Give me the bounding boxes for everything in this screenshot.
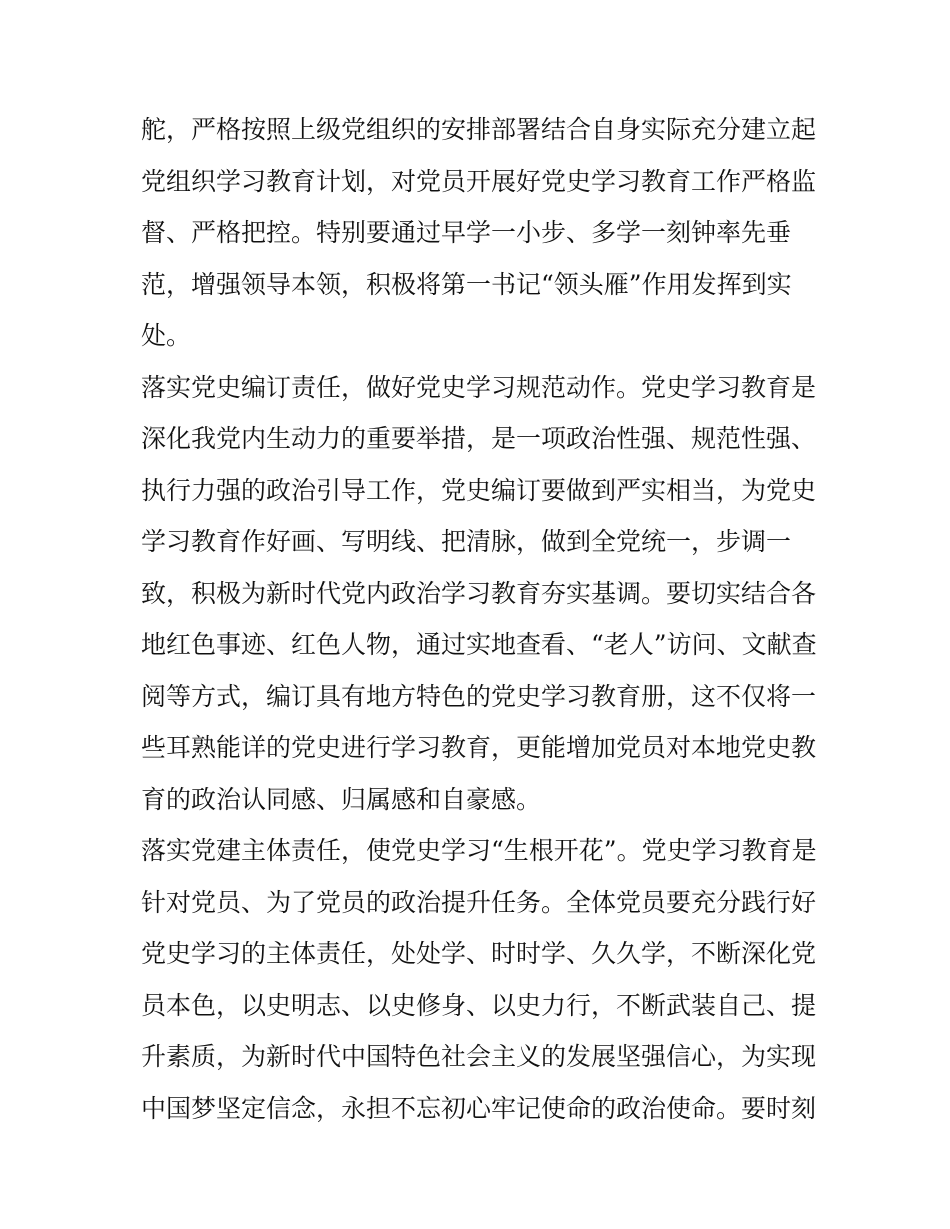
text-line: 处。 [141, 321, 192, 350]
text-line: 些耳熟能详的党史进行学习教育，更能增加党员对本地党史教 [141, 733, 817, 762]
text-line: 范，增强领导本领，积极将第一书记“领头雁”作用发挥到实 [141, 269, 792, 299]
text-line: 针对党员、为了党员的政治提升任务。全体党员要充分践行好 [141, 887, 817, 917]
text-line: 阅等方式，编订具有地方特色的党史学习教育册，这不仅将一 [141, 681, 817, 711]
text-line: 升素质，为新时代中国特色社会主义的发展坚强信心，为实现 [141, 1042, 817, 1071]
text-line: 育的政治认同感、归属感和自豪感。 [141, 784, 542, 814]
document-body-text [141, 104, 821, 1134]
text-line: 学习教育作好画、写明线、把清脉，做到全党统一，步调一 [141, 527, 792, 556]
text-line: 党史学习的主体责任，处处学、时时学、久久学，不断深化党 [141, 939, 817, 968]
text-line: 员本色，以史明志、以史修身、以史力行，不断武装自己、提 [141, 990, 817, 1020]
text-line: 执行力强的政治引导工作，党史编订要做到严实相当，为党史 [141, 475, 817, 505]
paragraph-heading-line: 落实党史编订责任，做好党史学习规范动作。党史学习教育是 [141, 372, 817, 402]
text-line: 舵，严格按照上级党组织的安排部署结合自身实际充分建立起 [141, 115, 817, 144]
text-line: 党组织学习教育计划，对党员开展好党史学习教育工作严格监 [141, 166, 817, 196]
text-line: 地红色事迹、红色人物，通过实地查看、“老人”访问、文献查 [141, 630, 817, 659]
text-line: 中国梦坚定信念，永担不忘初心牢记使命的政治使命。要时刻 [141, 1093, 817, 1123]
text-line: 致，积极为新时代党内政治学习教育夯实基调。要切实结合各 [141, 578, 817, 608]
paragraph-heading-line: 落实党建主体责任，使党史学习“生根开花”。党史学习教育是 [141, 836, 817, 865]
text-line: 督、严格把控。特别要通过早学一小步、多学一刻钟率先垂 [141, 218, 792, 247]
text-line: 深化我党内生动力的重要举措，是一项政治性强、规范性强、 [141, 424, 817, 453]
